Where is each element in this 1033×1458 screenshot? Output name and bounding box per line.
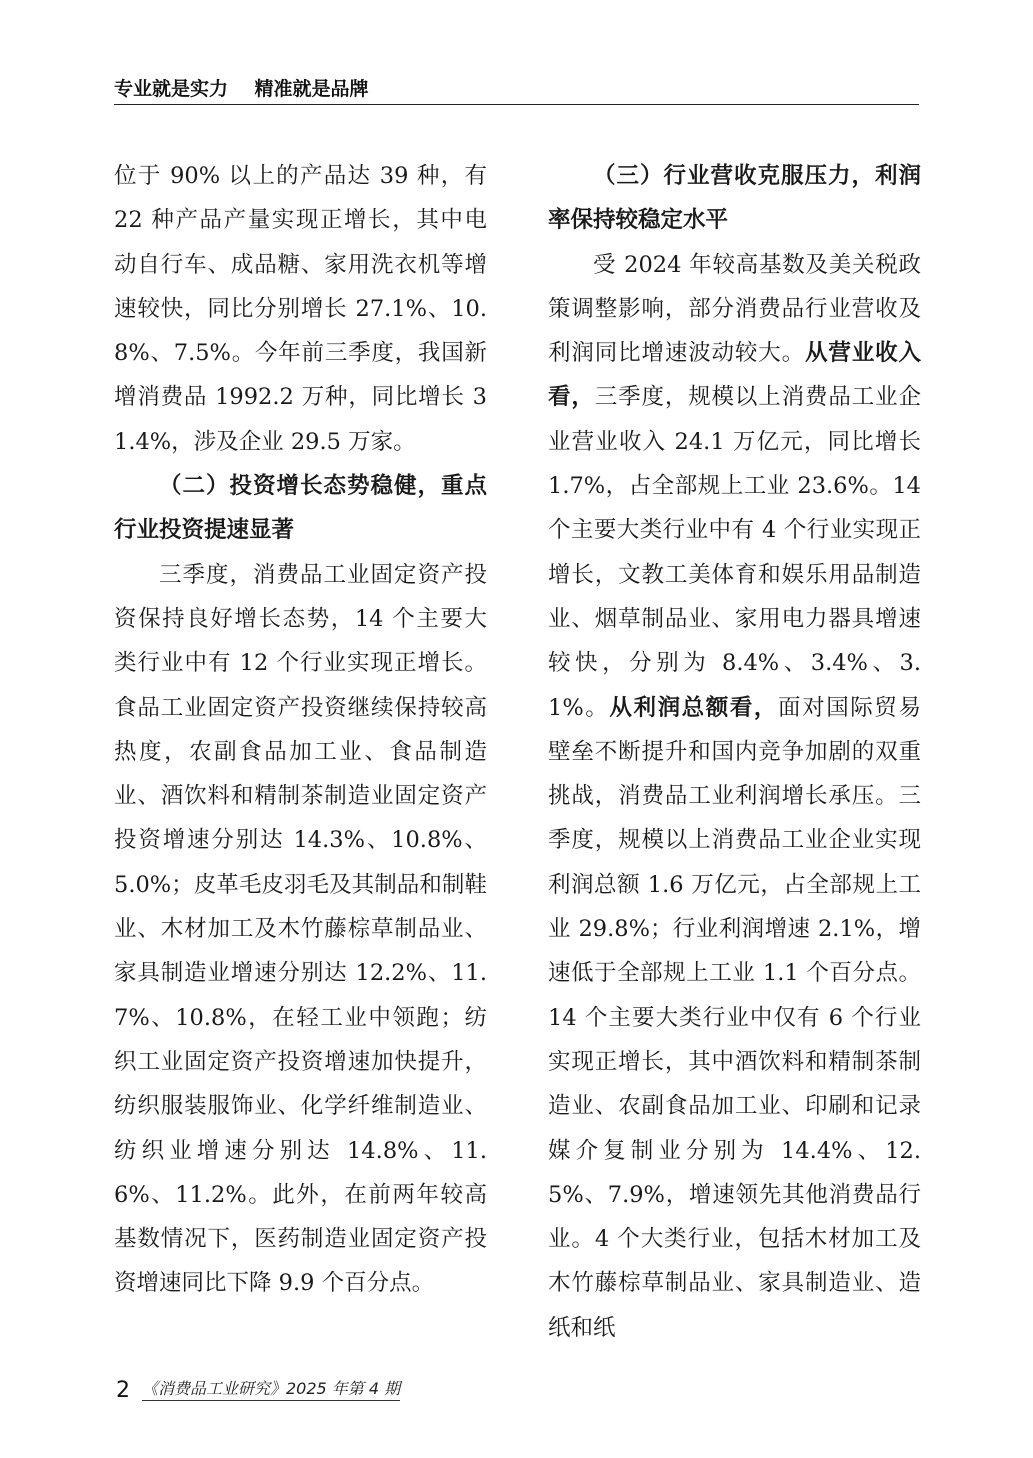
profit-text: 面对国际贸易壁垒不断提升和国内竞争加剧的双重挑战，消费品工业利润增长承压。三季度，规模以上消费品工业企业实现利润总额 1.6 万亿元，占全部规上工业 29.8%；行业利润增速 2.1%，增速低于全部规上工业 1.1 个百分点。14 个主要大类行业中仅有 6 个行业实现正增长，其中酒饮料和精制茶制造业、农副食品加工业、印刷和记录媒介复制业分别为 14.4%、12.5%、7.9%，增速领先其他消费品行业。4 个大类行业，包括木材加工及木竹藤棕草制品业、家具制造业、造纸和纸: [548, 694, 921, 1341]
journal-name: 《消费品工业研究》2025 年第 4 期: [142, 1376, 400, 1401]
right-column: [548, 154, 921, 1350]
running-header: [114, 72, 919, 105]
page-number: 2: [116, 1378, 130, 1403]
revenue-intro-text: 受 2024 年较高基数及美关税政策调整影响，部分消费品行业营收及利润同比增速波动较大。: [548, 251, 921, 367]
profit-bold-lead: 从利润总额看，: [609, 694, 779, 721]
paragraph-revenue-profit: [548, 243, 921, 1350]
paragraph-investment: 三季度，消费品工业固定资产投资保持良好增长态势，14 个主要大类行业中有 12 个行业实现正增长。食品工业固定资产投资继续保持较高热度，农副食品加工业、食品制造业、酒饮料和精制茶制造业固定资产投资增速分别达 14.3%、10.8%、5.0%；皮革毛皮羽毛及其制品和制鞋业、木材加工及木竹藤棕草制品业、家具制造业增速分别达 12.2%、11.7%、10.8%，在轻工业中领跑；纺织工业固定资产投资增速加快提升，纺织服装服饰业、化学纤维制造业、纺织业增速分别达 14.8%、11.6%、11.2%。此外，在前两年较高基数情况下，医药制造业固定资产投资增速同比下降 9.9 个百分点。: [114, 561, 487, 1297]
left-column: [114, 154, 487, 1306]
paragraph-products: 位于 90% 以上的产品达 39 种，有 22 种产品产量实现正增长，其中电动自行车、成品糖、家用洗衣机等增速较快，同比分别增长 27.1%、10.8%、7.5%。今年前三季度，我国新增消费品 1992.2 万种，同比增长 31.4%，涉及企业 29.5 万家。: [114, 163, 487, 455]
section-heading-investment: （二）投资增长态势稳健，重点行业投资提速显著: [114, 473, 487, 544]
page-footer: [116, 1372, 406, 1406]
revenue-bold-lead: 从营业收入看，: [548, 340, 921, 411]
revenue-text: 三季度，规模以上消费品工业企业营业收入 24.1 万亿元，同比增长 1.7%，占全部规上工业 23.6%。14 个主要大类行业中有 4 个行业实现正增长，文教工美体育和娱乐用品制造业、烟草制品业、家用电力器具增速较快，分别为 8.4%、3.4%、3.1%。: [548, 384, 921, 721]
header-slogan: 专业就是实力 精准就是品牌: [114, 78, 369, 100]
section-heading-revenue: （三）行业营收克服压力，利润率保持较稳定水平: [548, 163, 921, 234]
